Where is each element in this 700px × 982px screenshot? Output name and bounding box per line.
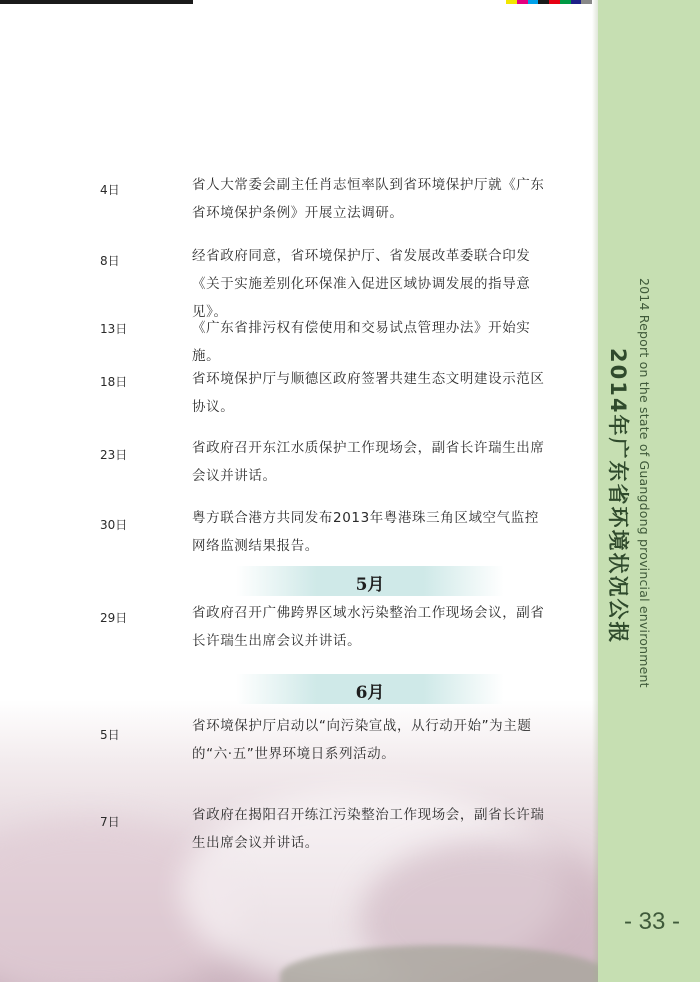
entry-text: 省政府在揭阳召开练江污染整治工作现场会，副省长许瑞生出席会议并讲话。 — [192, 807, 545, 851]
entry-text: 省环境保护厅启动以“向污染宣战，从行动开始”为主题的“六·五”世界环境日系列活动。 — [192, 718, 532, 762]
month-label: 5月 — [355, 575, 385, 595]
entry-date: 30日 — [100, 518, 128, 532]
entry-text: 省政府召开广佛跨界区域水污染整治工作现场会议，副省长许瑞生出席会议并讲话。 — [192, 605, 545, 649]
entry-text: 经省政府同意，省环境保护厅、省发展改革委联合印发《关于实施差别化环保准入促进区域协调发展的指导意见》。 — [192, 248, 531, 320]
month-header-may — [236, 566, 504, 596]
entry-date: 13日 — [100, 322, 128, 336]
entry-date: 29日 — [100, 611, 128, 625]
entry-date: 23日 — [100, 448, 128, 462]
entry-text: 《广东省排污权有偿使用和交易试点管理办法》开始实施。 — [192, 320, 531, 364]
entry-date: 18日 — [100, 375, 128, 389]
sidebar-chinese-title: 2014年广东省环境状况公报 — [606, 348, 630, 645]
entry-text: 省人大常委会副主任肖志恒率队到省环境保护厅就《广东省环境保护条例》开展立法调研。 — [192, 177, 545, 221]
entry-date: 5日 — [100, 728, 120, 742]
entry-text: 粤方联合港方共同发布2013年粤港珠三角区域空气监控网络监测结果报告。 — [192, 510, 539, 554]
entry-text: 省环境保护厅与顺德区政府签署共建生态文明建设示范区协议。 — [192, 371, 545, 415]
entry-date: 7日 — [100, 815, 120, 829]
print-color-bar — [506, 0, 592, 4]
month-label: 6月 — [355, 683, 385, 703]
entry-text: 省政府召开东江水质保护工作现场会，副省长许瑞生出席会议并讲话。 — [192, 440, 545, 484]
print-registration-bar — [0, 0, 193, 4]
entry-date: 8日 — [100, 254, 120, 268]
sidebar-english-title: 2014 Report on the state of Guangdong provincial environment — [637, 278, 652, 688]
month-header-june — [236, 674, 504, 704]
page-number: - 33 - — [623, 908, 680, 935]
entry-date: 4日 — [100, 183, 120, 197]
